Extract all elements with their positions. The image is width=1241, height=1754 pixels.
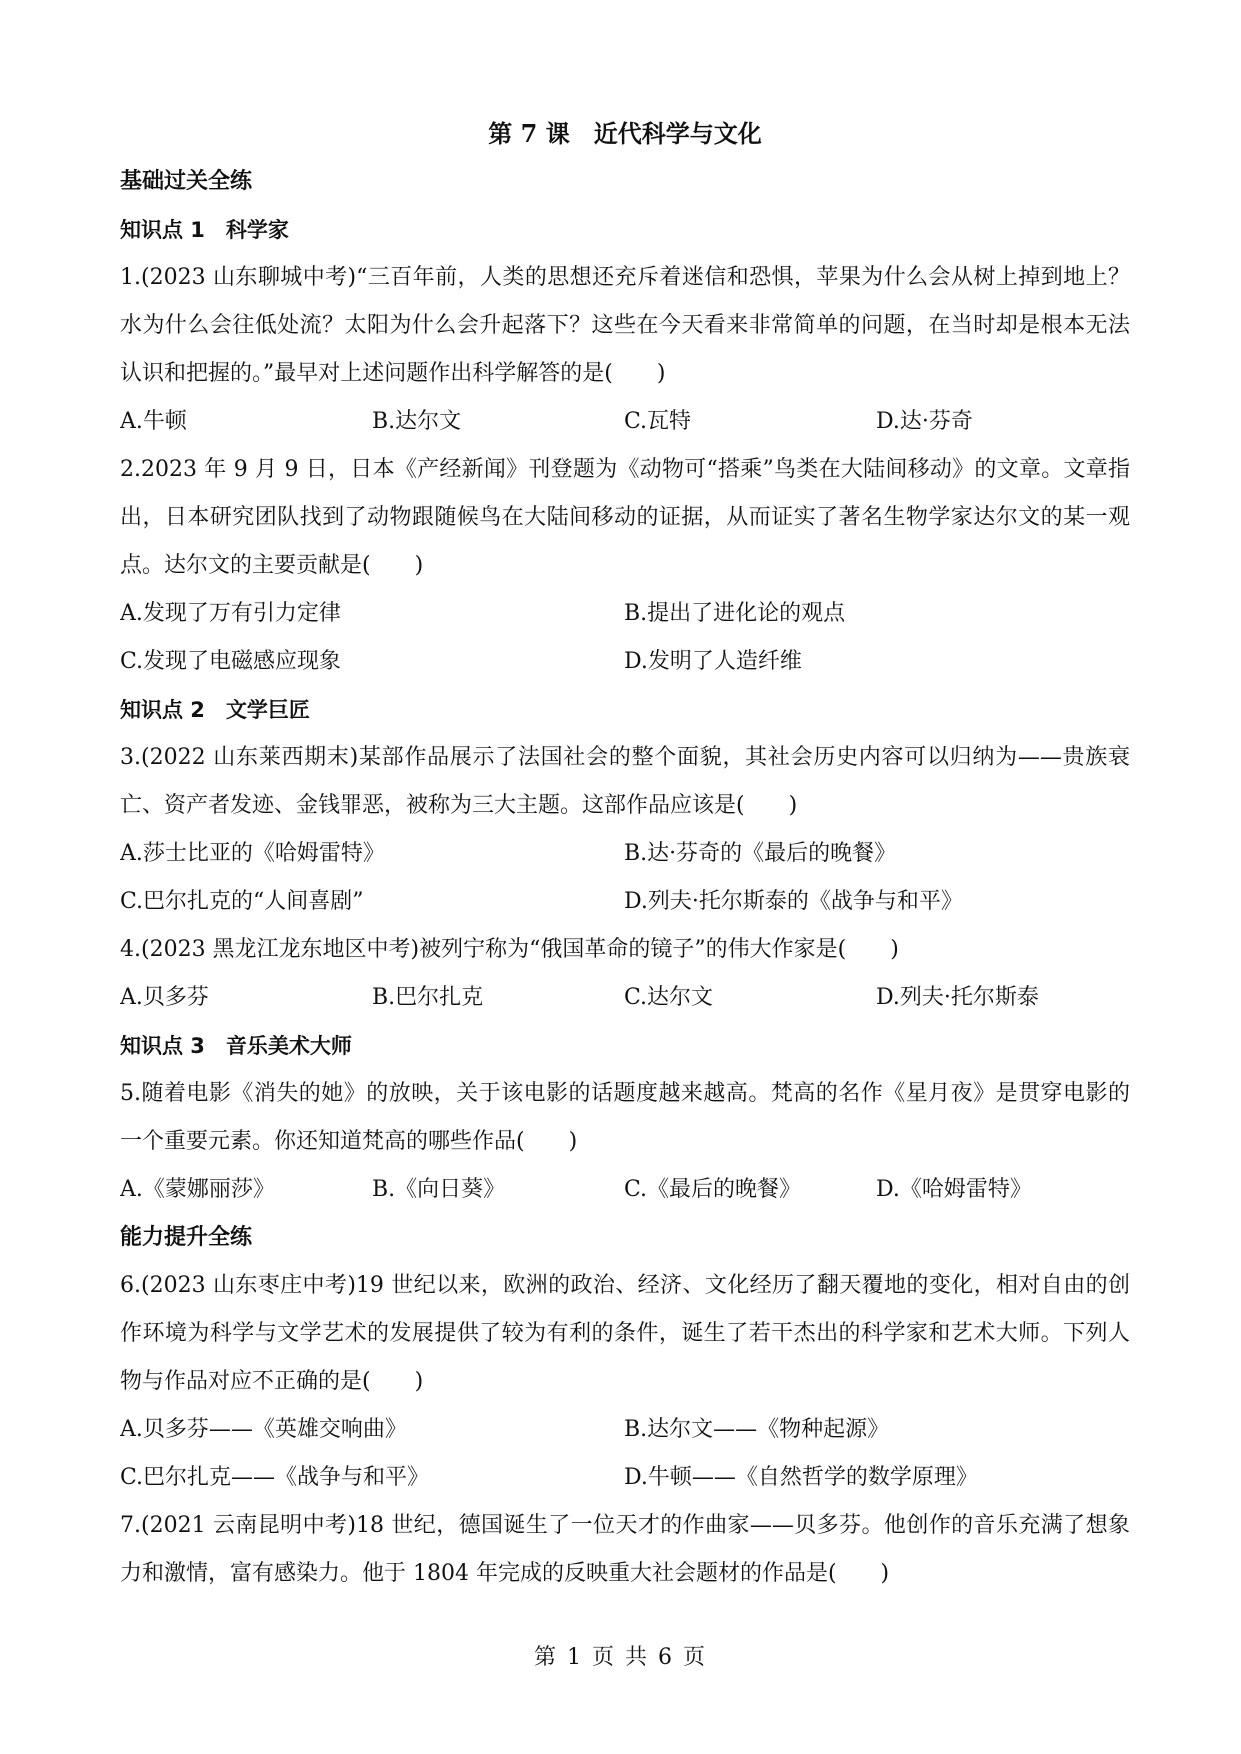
option-c: C.巴尔扎克的“人间喜剧” [120, 889, 364, 914]
option-a: A.莎士比亚的《哈姆雷特》 [120, 841, 385, 866]
section-basic: 基础过关全练 [120, 169, 253, 194]
question-1-stem: 1.(2023 山东聊城中考)“三百年前，人类的思想还充斥着迷信和恐惧，苹果为什么会从树上掉到地上？水为什么会往低处流？太阳为什么会升起落下？这些在今天看来非常简单的问题，在当时却是根本无法认识和把握的。”最早对上述问题作出科学解答的是( ) [120, 265, 1130, 386]
question-2-options-row2 [120, 638, 1130, 686]
question-2-options-row1 [120, 590, 1130, 638]
question-5-stem: 5.随着电影《消失的她》的放映，关于该电影的话题度越来越高。梵高的名作《星月夜》是贯穿电影的一个重要元素。你还知道梵高的哪些作品( ) [120, 1081, 1130, 1154]
option-a: A.贝多芬 [120, 985, 209, 1010]
question-6-stem: 6.(2023 山东枣庄中考)19 世纪以来，欧洲的政治、经济、文化经历了翻天覆地的变化，相对自由的创作环境为科学与文学艺术的发展提供了较为有利的条件，诞生了若干杰出的科学家和艺术大师。下列人物与作品对应不正确的是( ) [120, 1273, 1130, 1394]
option-c: C.达尔文 [624, 985, 714, 1010]
option-d: D.列夫·托尔斯泰 [876, 985, 1039, 1010]
question-2-stem: 2.2023 年 9 月 9 日，日本《产经新闻》刊登题为《动物可“搭乘”鸟类在大陆间移动》的文章。文章指出，日本研究团队找到了动物跟随候鸟在大陆间移动的证据，从而证实了著名生物学家达尔文的某一观点。达尔文的主要贡献是( ) [120, 457, 1130, 578]
option-a: A.牛顿 [120, 409, 187, 434]
question-3-options-row2 [120, 878, 1130, 926]
option-b: B.巴尔扎克 [372, 985, 484, 1010]
question-4-stem: 4.(2023 黑龙江龙东地区中考)被列宁称为“俄国革命的镜子”的伟大作家是( ) [120, 937, 899, 962]
question-3-options-row1 [120, 830, 1130, 878]
option-c: C.巴尔扎克——《战争与和平》 [120, 1465, 430, 1490]
knowledge-point-3: 知识点 3 音乐美术大师 [120, 1034, 352, 1058]
question-6-options-row1 [120, 1406, 1130, 1454]
question-1-options [120, 398, 1130, 446]
question-5-options [120, 1166, 1130, 1214]
knowledge-point-2: 知识点 2 文学巨匠 [120, 698, 310, 722]
option-b: B.提出了进化论的观点 [624, 601, 846, 626]
option-c: C.瓦特 [624, 409, 692, 434]
option-d: D.发明了人造纤维 [624, 649, 802, 674]
option-a: A.《蒙娜丽莎》 [120, 1177, 275, 1202]
option-b: B.达尔文 [372, 409, 462, 434]
option-c: C.《最后的晚餐》 [624, 1177, 802, 1202]
option-d: D.列夫·托尔斯泰的《战争与和平》 [624, 889, 963, 914]
option-d: D.《哈姆雷特》 [876, 1177, 1032, 1202]
option-a: A.贝多芬——《英雄交响曲》 [120, 1417, 407, 1442]
question-4-options [120, 974, 1130, 1022]
question-3-stem: 3.(2022 山东莱西期末)某部作品展示了法国社会的整个面貌，其社会历史内容可以归纳为——贵族衰亡、资产者发迹、金钱罪恶，被称为三大主题。这部作品应该是( ) [120, 745, 1130, 818]
option-b: B.达·芬奇的《最后的晚餐》 [624, 841, 897, 866]
option-d: D.牛顿——《自然哲学的数学原理》 [624, 1465, 978, 1490]
question-7-stem: 7.(2021 云南昆明中考)18 世纪，德国诞生了一位天才的作曲家——贝多芬。他创作的音乐充满了想象力和激情，富有感染力。他于 1804 年完成的反映重大社会题材的作品是( ) [120, 1513, 1130, 1586]
lesson-title: 第 7 课 近代科学与文化 [488, 119, 762, 148]
page-footer: 第 1 页 共 6 页 [534, 1645, 707, 1670]
option-a: A.发现了万有引力定律 [120, 601, 341, 626]
option-b: B.达尔文——《物种起源》 [624, 1417, 890, 1442]
option-b: B.《向日葵》 [372, 1177, 506, 1202]
option-c: C.发现了电磁感应现象 [120, 649, 342, 674]
section-advanced: 能力提升全练 [120, 1225, 253, 1250]
option-d: D.达·芬奇 [876, 409, 973, 434]
knowledge-point-1: 知识点 1 科学家 [120, 218, 289, 242]
worksheet-page [120, 110, 1130, 1598]
question-6-options-row2 [120, 1454, 1130, 1502]
